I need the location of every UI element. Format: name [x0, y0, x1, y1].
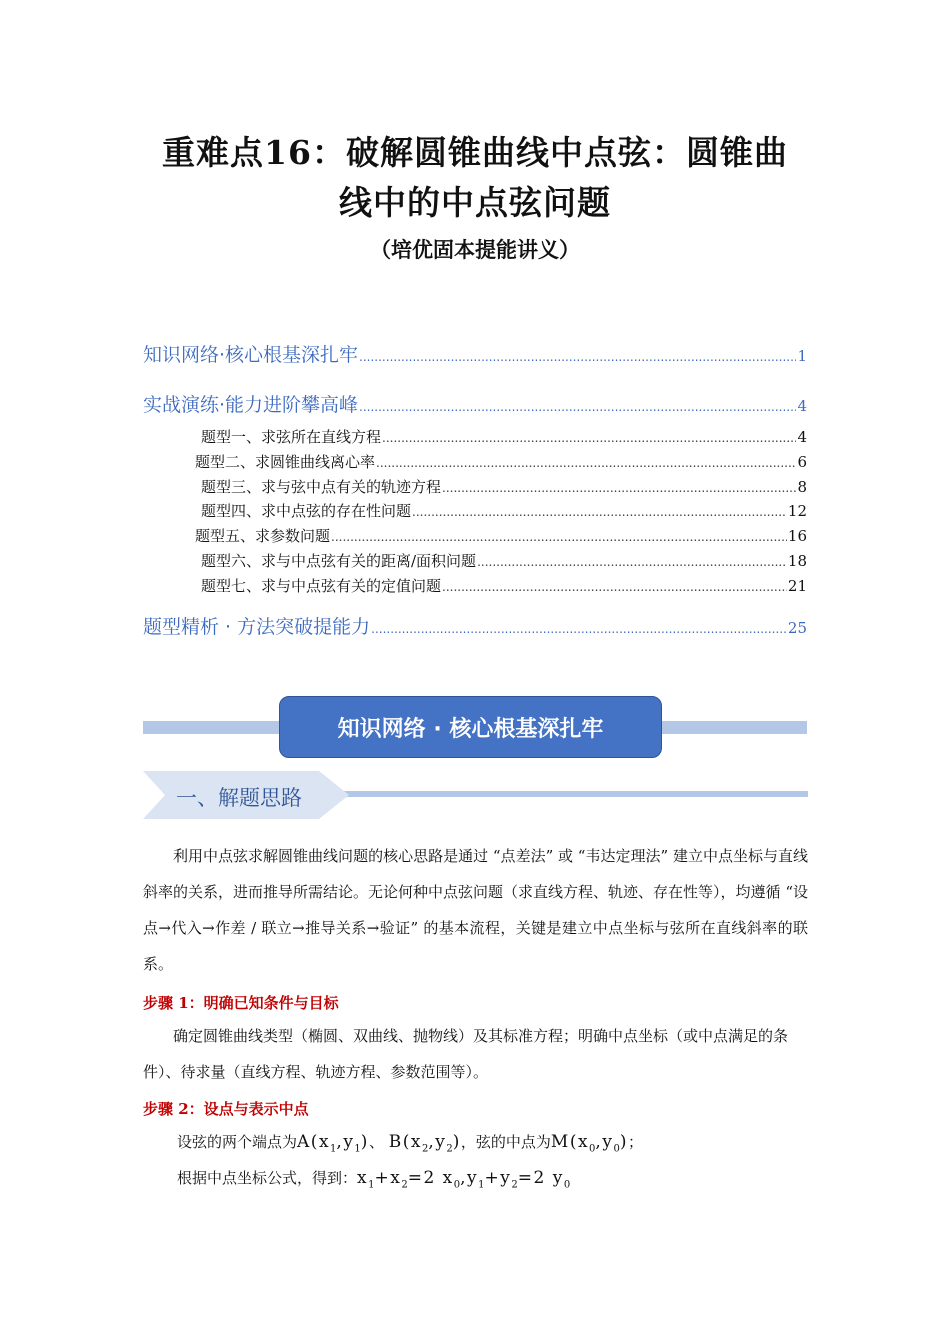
toc-entry-label: 题型二、求圆锥曲线离心率: [195, 453, 376, 471]
toc-leader: [442, 481, 796, 495]
intro-paragraph: 利用中点弦求解圆锥曲线问题的核心思路是通过 “点差法” 或 “韦达定理法” 建立中点坐标与直线斜率的关系，进而推导所需结论。无论何种中点弦问题（求直线方程、轨迹、存在性等），均遵循 “设点→代入→作差 / 联立→推导关系→验证” 的基本流程，关键是建立中点坐标与弦所在直线斜率的联系。: [143, 847, 808, 973]
toc-entry-label: 题型三、求与弦中点有关的轨迹方程: [201, 478, 442, 496]
toc-leader: [412, 505, 787, 519]
document-subtitle: （培优固本提能讲义）: [370, 237, 580, 262]
point-m: $M(x_0,y_0)$: [550, 1132, 628, 1155]
toc-entry[interactable]: [195, 525, 807, 546]
section-banner: 知识网络 · 核心根基深扎牢: [279, 696, 662, 758]
toc-leader: [331, 530, 787, 544]
toc-entry-page: 1: [797, 347, 807, 365]
step-2-line-2: [177, 1167, 570, 1190]
toc-leader: [359, 350, 796, 364]
toc-entry-page: 16: [787, 527, 807, 545]
toc-entry[interactable]: [201, 500, 807, 521]
toc-entry-page: 12: [787, 502, 807, 520]
toc-entry-label: 题型四、求中点弦的存在性问题: [201, 502, 412, 520]
toc-entry[interactable]: [143, 612, 807, 639]
text-segment: ；: [627, 1133, 643, 1151]
toc-entry-page: 21: [787, 577, 807, 595]
toc-entry[interactable]: [143, 390, 807, 417]
toc-leader: [371, 622, 787, 636]
toc-entry-page: 25: [787, 619, 807, 637]
toc-entry-page: 8: [797, 478, 807, 496]
toc-entry-label: 题型六、求与中点弦有关的距离/面积问题: [201, 552, 477, 570]
toc-leader: [382, 431, 796, 445]
toc-entry-label: 题型一、求弦所在直线方程: [201, 428, 382, 446]
toc-entry[interactable]: [201, 550, 807, 571]
toc-leader: [477, 555, 787, 569]
text-segment: 设弦的两个端点为: [177, 1133, 298, 1151]
toc-entry[interactable]: [195, 451, 807, 472]
toc-leader: [376, 456, 796, 470]
toc-entry[interactable]: [201, 426, 807, 447]
text-segment: 、: [368, 1133, 384, 1151]
toc-entry-label: 题型精析 · 方法突破提能力: [143, 616, 371, 638]
toc-entry[interactable]: [201, 575, 807, 596]
step-1-text: 确定圆锥曲线类型（椭圆、双曲线、抛物线）及其标准方程；明确中点坐标（或中点满足的条件）、待求量（直线方程、轨迹方程、参数范围等）。: [143, 1027, 789, 1081]
title-line-1: 重难点16：破解圆锥曲线中点弦：圆锥曲: [162, 133, 788, 172]
midpoint-formula: $x_1+x_2=2$ $x_0,y_1+y_2=2$ $y_0$: [357, 1168, 571, 1191]
toc-entry-label: 题型五、求参数问题: [195, 527, 331, 545]
toc-entry-page: 18: [787, 552, 807, 570]
section-rule: [330, 791, 808, 797]
toc-entry[interactable]: [201, 476, 807, 497]
point-a: $A(x_1,y_1)$: [297, 1132, 369, 1155]
step-1-heading: 步骤 1：明确已知条件与目标: [143, 994, 339, 1012]
point-b: $B(x_2,y_2)$: [388, 1132, 461, 1155]
toc-leader: [359, 400, 796, 414]
toc-entry-label: 实战演练·能力进阶攀高峰: [143, 394, 359, 416]
toc-entry-label: 知识网络·核心根基深扎牢: [143, 344, 359, 366]
document-title: [150, 128, 800, 228]
text-segment: ，弦的中点为: [460, 1133, 551, 1151]
toc-entry-label: 题型七、求与中点弦有关的定值问题: [201, 577, 442, 595]
step-2-heading: 步骤 2：设点与表示中点: [143, 1100, 309, 1118]
toc-entry-page: 4: [797, 428, 807, 446]
toc-entry[interactable]: [143, 340, 807, 367]
toc-entry-page: 6: [797, 453, 807, 471]
step-2-line-1: [177, 1131, 643, 1154]
section-heading: 一、解题思路: [176, 786, 302, 810]
text-segment: 根据中点坐标公式，得到：: [177, 1169, 358, 1187]
toc-leader: [442, 580, 787, 594]
title-line-2: 线中的中点弦问题: [339, 183, 611, 222]
toc-entry-page: 4: [797, 397, 807, 415]
